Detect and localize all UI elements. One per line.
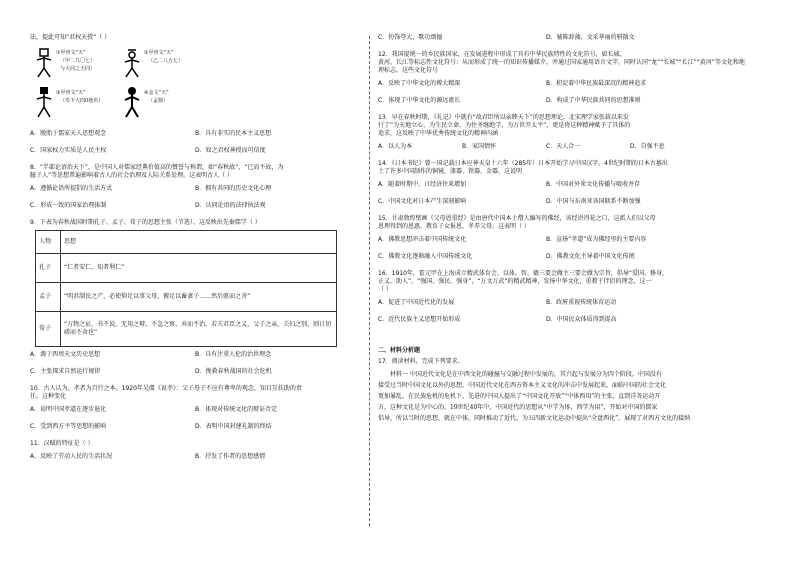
q9-option-a[interactable]: A．源于西周天文历史思想 [30,351,101,358]
table-row [36,254,337,283]
material-line: 倡导，所以当时的思想，就在中体，同时推动了近代，为五四新文化运动中提出“全盘西化”，展现了对西方文化的接纳 [378,415,691,422]
q9-options [30,351,360,385]
table-header-person: 人物 [36,231,61,254]
q12-option-d[interactable]: D．构成了中华民族共同的思想准则 [546,97,641,104]
q15-options [378,236,714,270]
q14-options [378,181,714,215]
q16-option-a[interactable]: A．促进了中国近代化的发展 [378,299,455,306]
q10-options [30,406,360,440]
q10-stem-line1: 10．古人认为，孝者为百行之本。1920年吴虞《说孝》：父子母子不应有尊卑的观念，知目互扶助的责 [30,385,302,392]
q16-option-d[interactable]: D．中国民众体质得到提高 [546,316,617,323]
table-cell-person: 孟子 [36,283,61,312]
q11-options [30,453,360,470]
left-column [30,34,360,470]
q13-option-b[interactable]: B．家国情怀 [462,143,497,150]
q7-stem-tail: 法，提此可知“君权天授”（ ） [30,34,111,41]
table-cell-thought: “万物之征，书不说，无用之辩，不急之察，弃而不治。若夫君臣之义，父子之亲，夫妇之别，则日切磋而不舍也” [61,312,337,347]
q15-option-b[interactable]: B．宣扬“孝道”成为佛经里的主要内容 [546,236,647,243]
q14-option-d[interactable]: D．中国与东南亚各国联系不断加强 [546,198,641,205]
q8-options [30,185,360,219]
q14-option-c[interactable]: C．中国文化对日本产生深刻影响 [378,198,467,205]
fig3-label: ③甲骨文“天” [56,90,86,96]
q7-option-c[interactable]: C．国家权力实质是人民主权 [30,147,107,154]
table-cell-thought: “明君制民之产，必使仰足以事父母，俯足以畜妻子……然后驱而之善” [61,283,337,312]
q8-stem-line2: 臆子人”等思想普遍影响着古人的社会治理及人际关系处理。这表明古人（ ） [30,172,234,179]
table-row [36,312,337,347]
fig1-sub2: 与大同之天同） [60,66,96,72]
fig2-sub1: （乙二八五七） [148,58,184,64]
table-cell-thought: “仁者安仁，知者利仁” [61,254,337,283]
q9-option-b[interactable]: B．具有注重人伦的治世理念 [195,351,272,358]
fig3-sub1: （寿下大四0地名） [60,98,104,104]
q9-option-d[interactable]: D．挽救春秋战国的社会危机 [195,368,272,375]
q7-options [30,130,360,164]
oracle-tian-figure-1 [36,48,52,78]
bronze-tian-figure-4 [124,86,140,118]
q15-option-a[interactable]: A．佛教思想冲击着中国传统文化 [378,236,467,243]
q9-option-c[interactable]: C．主张探求自然运行规律 [30,368,101,375]
q17-stem: 17．阅读材料，完成下列要求。 [378,358,464,365]
fig4-label: ④金文“天” [144,90,169,96]
q8-stem-line1: 8．“半部论语治天下”，是中国人对儒家经典价值高的赞誉与称谓，如“春秋战”，“已而不故，为 [30,164,284,171]
q15-stem-line2: 恩理得到的恩惠，教育子女报恩、孝养父母。这表明（ ） [378,223,530,230]
q16-stem-line2: 正义、助人”，“强国、强民、强身”，“万文万武”的精武精神，发扬中华文化，重教于伴侣的理念，这一 [378,278,652,285]
q13-options [378,143,714,151]
q8-option-d[interactable]: D．认同论语的法律执法观 [195,202,266,209]
q7-option-a[interactable]: A．脱胎于儒家天人思想观念 [30,130,107,137]
q15-option-d[interactable]: D．佛教文化主导着中国文化传统 [546,253,635,260]
table-header-row [36,231,337,254]
table-cell-person: 孔子 [36,254,61,283]
q16-option-c[interactable]: C．近代民族主义思想开始形成 [378,316,461,323]
oracle-tian-figure-2 [124,48,140,78]
table-cell-person: 荀子 [36,312,61,347]
q11-option-c[interactable]: C．扮饰夸大，歌功颂德 [378,34,443,41]
q14-stem-line2: 土了许多中国制作的铜镜、漆器、铁器、金器、这说明 [378,168,523,175]
q10-option-d[interactable]: D．表明中国封建礼制的终结 [195,423,272,430]
q15-option-c[interactable]: C．佛教文化逐渐融入中国传统文化 [378,253,473,260]
q7-option-b[interactable]: B．具有非实的民本主义思想 [195,130,272,137]
fig4-sub1: （孟鼎） [148,98,169,104]
material-line: 更加暴乱。在民族危机的危机下，先进的中国人提出了“中国文化开放”“中体西用”的主张，直到洋务运动开 [378,393,661,400]
table-row [36,283,337,312]
fig1-label: ①甲骨文“天” [56,50,86,56]
q11-stem: 11．汉赋的特征是（ ） [30,440,94,447]
q13-stem-line3: 追求，这反映了中华优秀传统文化的精神内涵 [378,130,499,137]
q13-option-d[interactable]: D．自强不息 [630,143,665,150]
q12-option-b[interactable]: B．积淀着中华民族最深沉的精神追求 [546,80,647,87]
q13-stem-line1: 13．早在春秋时期，《礼记》中就有“故君臣所以亲睦天下”的思想理论，北宋理学家张载以来发 [378,114,629,121]
q12-options [378,80,714,114]
q14-stem-line1: 14．《日本书纪》曾一国记载日本应神天皇十六年（285年）日本开始学习中国汉字，4世纪时期的日本古墓出 [378,160,668,167]
q14-option-b[interactable]: B．中国对外来文化传播与吸收并存 [546,181,641,188]
q12-option-c[interactable]: C．体现了中华文化的源远流长 [378,97,461,104]
fig1-sub1: （甲二九〇七） [60,58,96,64]
q12-stem-line1: 12．我国提统一的乡民族国家，在发展进程中形成了具有中华民族特性的文化符号，如长城、 [378,51,626,58]
q16-stem-line3: （ ） [378,286,392,293]
q7-option-d[interactable]: D．奴之君权神授而可信度 [195,147,266,154]
section-heading: 二、材料分析题 [378,347,421,354]
q11-options-cont [378,34,714,51]
column-divider [369,36,370,526]
q9-stem: 9．下表为春秋战国时期孔子、孟子、荀子的思想主张（节选）。这反映出先秦儒学（ ） [30,219,261,226]
q15-stem-line1: 15．甘肃敦煌壁画《父母恩重经》是由唐代中国本土僧人编写的佛经，该经讲得花之口，这派人们以父母 [378,215,656,222]
q8-option-a[interactable]: A．遵循论语所提倡的生活方式 [30,185,113,192]
q11-option-a[interactable]: A．反映了劳动人民的生活状况 [30,453,113,460]
q14-option-a[interactable]: A．随着时期中、日经济往来增加 [378,181,467,188]
material-passage [378,369,714,424]
q9-table [35,230,337,347]
oracle-bone-figures [30,46,360,124]
oracle-tian-figure-3 [36,86,52,118]
q16-option-b[interactable]: B．政府重视传统体育运动 [546,299,617,306]
q10-option-b[interactable]: B．体现对传统文化的辩证否定 [195,406,278,413]
q13-stem-line2: 行了“为天地立心，为生民立命，为往圣继绝学，为万世开太平”，更是将这种精神赋予了具体的 [378,122,631,129]
material-line: 接受过当时中国文化以外的思想，中国近代文化在西方资本主义文化的冲击中发展起来，面临中国的社会文化 [378,382,667,389]
q13-option-c[interactable]: C．天人合一 [546,143,581,150]
material-line: 方，这种文化是为中心的。19世纪40年中，中国近代的思想从“中学为体，西学为用”，开始对中国的儒家 [378,404,658,411]
q13-option-a[interactable]: A．以人为本 [378,143,413,150]
q12-stem-line3: 理标志。这些文化符号 [378,67,439,74]
right-column [378,34,745,424]
q16-stem-line1: 16．1910年，霍元甲在上海成立精武体育会，以体，智、德三要会做主三要会做为宗旨，倡导“爱国、修身， [378,270,669,277]
q10-option-a[interactable]: A．说明中国孝道在逐步退化 [30,406,107,413]
q8-option-c[interactable]: C．形成一致的国家治理体制 [30,202,107,209]
table-header-thought: 思想 [61,231,337,254]
q10-stem-line2: 任。这种变化 [30,393,67,400]
q11-option-b[interactable]: B．抒发了作者的思想感情 [195,453,266,460]
q16-options [378,299,714,333]
q12-option-a[interactable]: A．反映了中华文化的博大精深 [378,80,461,87]
fig2-label: ②甲骨文“天” [144,50,174,56]
q11-option-d[interactable]: D．辅陈辞藻，文采华丽的骈散文 [546,34,635,41]
q12-stem-line2: 黄河、长江等标志性文化符号：从而形成了统一的知识传播媒介，并通过国家通用语言文字，同时认同“龙”“长城”“长江”“黄河”等文化和地 [378,59,745,66]
q10-option-c[interactable]: C．受到西方平等思想的影响 [30,423,107,430]
material-line: 材料一 中国近代文化是在中西文化的碰撞与交融过程中发展的，其兴起与发展分为四个阶段。中国没有 [390,371,662,378]
q8-option-b[interactable]: B．拥有共同的历史文化心理 [195,185,272,192]
